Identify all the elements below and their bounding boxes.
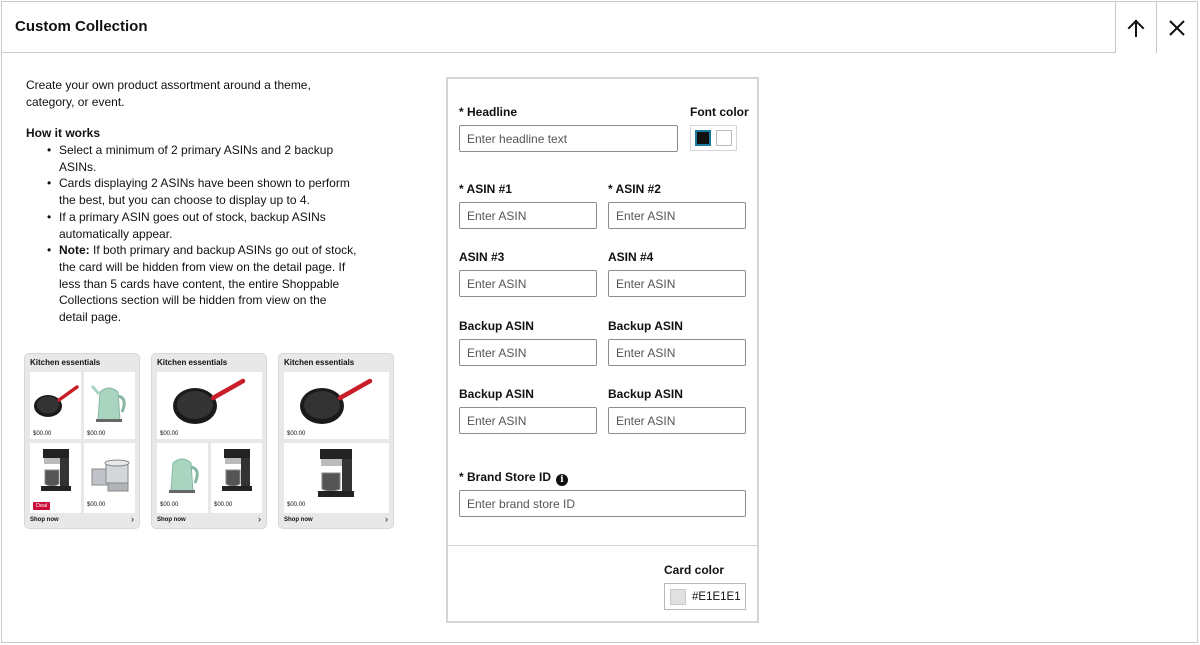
backup-asin-label: Backup ASIN bbox=[459, 387, 534, 401]
list-item bbox=[46, 242, 358, 326]
font-color-label: Font color bbox=[690, 105, 749, 119]
asin2-input[interactable] bbox=[608, 202, 746, 229]
asin3-label: ASIN #3 bbox=[459, 250, 505, 264]
backup-asin-label: Backup ASIN bbox=[608, 319, 683, 333]
how-it-works-list bbox=[46, 142, 358, 326]
brand-store-id-label: * Brand Store ID i bbox=[459, 470, 568, 486]
asin1-label: * ASIN #1 bbox=[459, 182, 512, 196]
preview-card: Kitchen essentials $00.00 $00.00 Deal $00.00 Shop now › bbox=[24, 353, 140, 529]
preview-card: Kitchen essentials $00.00 $00.00 Shop now › bbox=[278, 353, 394, 529]
backup-asin-input-2[interactable] bbox=[608, 339, 746, 366]
backup-asin-label: Backup ASIN bbox=[608, 387, 683, 401]
asin1-input[interactable] bbox=[459, 202, 597, 229]
list-item: • Select a minimum of 2 primary ASINs and 2 backup ASINs. bbox=[46, 142, 358, 175]
frying-pan-image bbox=[30, 372, 81, 424]
coffee-maker-image bbox=[211, 443, 262, 498]
backup-asin-input-1[interactable] bbox=[459, 339, 597, 366]
close-button[interactable] bbox=[1156, 2, 1197, 53]
note-text: If both primary and backup ASINs go out of stock, the card will be hidden from view on the detail page. If less than 5 cards have content, the entire Shoppable Collections section will be hidden from view on the detail page. bbox=[59, 243, 357, 325]
pot-set-image bbox=[84, 443, 135, 498]
list-item: • If a primary ASIN goes out of stock, backup ASINs automatically appear. bbox=[46, 209, 358, 242]
font-color-picker bbox=[690, 125, 737, 151]
modal-header bbox=[2, 2, 1197, 53]
font-color-swatch-dark[interactable] bbox=[695, 130, 711, 146]
frying-pan-image bbox=[284, 372, 389, 432]
asin4-input[interactable] bbox=[608, 270, 746, 297]
coffee-maker-image bbox=[284, 443, 389, 503]
chevron-right-icon: › bbox=[131, 514, 134, 524]
shop-now-link[interactable]: Shop now bbox=[30, 517, 59, 523]
coffee-maker-image bbox=[30, 443, 81, 498]
card-title: Kitchen essentials bbox=[284, 358, 355, 367]
backup-asin-input-4[interactable] bbox=[608, 407, 746, 434]
how-it-works-heading: How it works bbox=[26, 126, 101, 140]
card-title: Kitchen essentials bbox=[30, 358, 101, 367]
asin2-label: * ASIN #2 bbox=[608, 182, 661, 196]
close-icon bbox=[1168, 19, 1186, 37]
chevron-right-icon: › bbox=[385, 514, 388, 524]
arrow-up-icon bbox=[1126, 18, 1146, 38]
modal-title: Custom Collection bbox=[15, 18, 148, 35]
card-title: Kitchen essentials bbox=[157, 358, 228, 367]
shop-now-link[interactable]: Shop now bbox=[157, 517, 186, 523]
font-color-swatch-light[interactable] bbox=[716, 130, 732, 146]
headline-label: * Headline bbox=[459, 105, 518, 119]
product-tile bbox=[30, 372, 81, 439]
kettle-image bbox=[157, 443, 208, 498]
list-item: • Cards displaying 2 ASINs have been shown to perform the best, but you can choose to display up to 4. bbox=[46, 175, 358, 208]
card-color-value: #E1E1E1 bbox=[692, 590, 741, 603]
asin4-label: ASIN #4 bbox=[608, 250, 654, 264]
backup-asin-label: Backup ASIN bbox=[459, 319, 534, 333]
card-color-label: Card color bbox=[664, 563, 725, 577]
card-color-chip bbox=[670, 589, 686, 605]
info-icon[interactable]: i bbox=[556, 474, 568, 486]
asin3-input[interactable] bbox=[459, 270, 597, 297]
brand-store-id-input[interactable] bbox=[459, 490, 746, 517]
shop-now-link[interactable]: Shop now bbox=[284, 517, 313, 523]
frying-pan-image bbox=[157, 372, 262, 432]
card-color-picker[interactable] bbox=[664, 583, 746, 610]
collection-form bbox=[446, 77, 759, 623]
note-label: Note: bbox=[59, 243, 90, 258]
product-tile bbox=[157, 372, 262, 439]
divider bbox=[448, 545, 757, 546]
move-up-button[interactable] bbox=[1115, 2, 1156, 53]
deal-badge: Deal bbox=[33, 502, 50, 510]
product-tile bbox=[284, 372, 389, 439]
kettle-image bbox=[84, 372, 135, 424]
product-tile bbox=[84, 372, 135, 439]
preview-card: Kitchen essentials $00.00 $00.00 $00.00 Shop now › bbox=[151, 353, 267, 529]
intro-text: Create your own product assortment around a theme, category, or event. bbox=[26, 78, 311, 109]
custom-collection-modal bbox=[1, 1, 1198, 643]
backup-asin-input-3[interactable] bbox=[459, 407, 597, 434]
chevron-right-icon: › bbox=[258, 514, 261, 524]
headline-input[interactable] bbox=[459, 125, 678, 152]
